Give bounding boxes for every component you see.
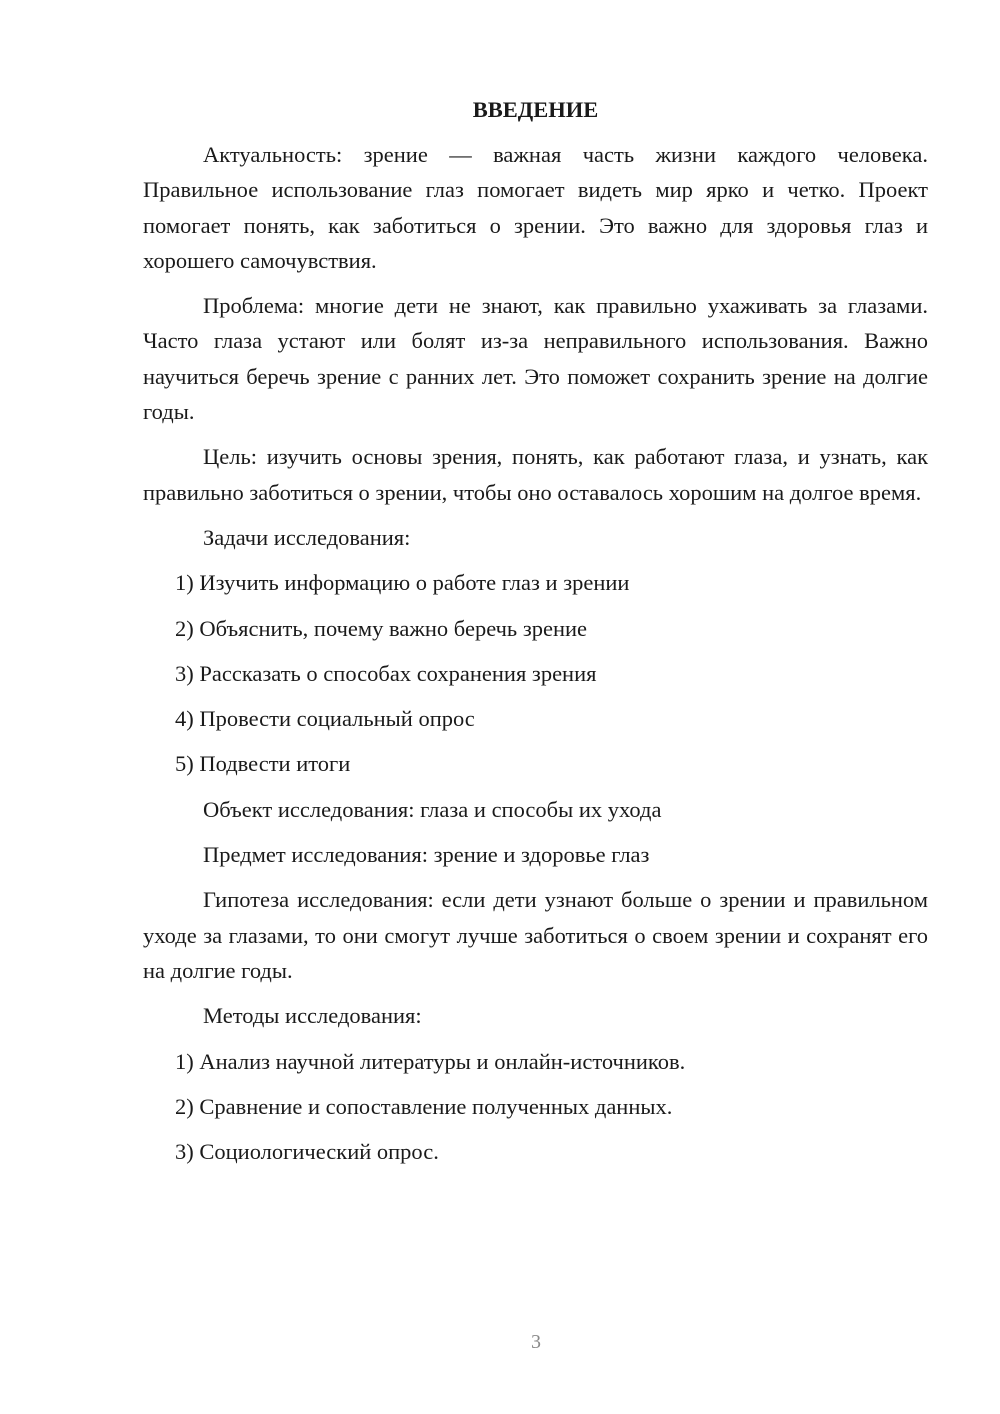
task-item: 4) Провести социальный опрос bbox=[175, 706, 475, 732]
page-number: 3 bbox=[531, 1331, 541, 1353]
task-item: 2) Объяснить, почему важно беречь зрение bbox=[175, 615, 588, 641]
methods-label: Методы исследования: bbox=[203, 1003, 422, 1029]
task-item: 1) Изучить информацию о работе глаз и зрении bbox=[175, 570, 630, 596]
section-title: ВВЕДЕНИЕ bbox=[472, 97, 599, 122]
goal-paragraph: Цель: изучить основы зрения, понять, как работают глаза, и узнать, как правильно заботиться о зрении, чтобы оно оставалось хорошим на долгое время. bbox=[143, 444, 928, 505]
tasks-label: Задачи исследования: bbox=[203, 524, 411, 550]
research-subject: Предмет исследования: зрение и здоровье глаз bbox=[203, 842, 650, 868]
page-content bbox=[143, 92, 928, 1179]
task-item: 3) Рассказать о способах сохранения зрения bbox=[175, 660, 597, 686]
method-item: 3) Социологический опрос. bbox=[175, 1139, 439, 1165]
relevance-paragraph: Актуальность: зрение — важная часть жизни каждого человека. Правильное использование глаз помогает видеть мир ярко и четко. Проект помогает понять, как заботиться о зрении. Это важно для здоровья глаз и хорошего самочувствия. bbox=[143, 142, 928, 273]
method-item: 1) Анализ научной литературы и онлайн-источников. bbox=[175, 1048, 686, 1074]
hypothesis-paragraph: Гипотеза исследования: если дети узнают больше о зрении и правильном уходе за глазами, то они смогут лучше заботиться о своем зрении и сохранят его на долгие годы. bbox=[143, 887, 928, 983]
problem-paragraph: Проблема: многие дети не знают, как правильно ухаживать за глазами. Часто глаза устают или болят из-за неправильного использования. Важно научиться беречь зрение с ранних лет. Это поможет сохранить зрение на долгие годы. bbox=[143, 293, 928, 425]
method-item: 2) Сравнение и сопоставление полученных данных. bbox=[175, 1093, 673, 1119]
task-item: 5) Подвести итоги bbox=[175, 751, 351, 777]
research-object: Объект исследования: глаза и способы их ухода bbox=[203, 796, 662, 822]
